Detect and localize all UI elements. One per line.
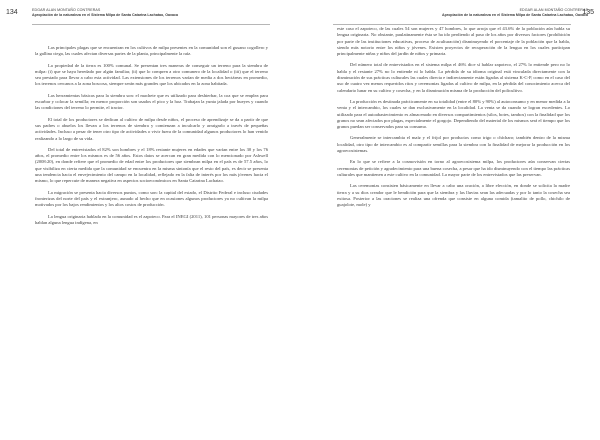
- paragraph: Las ceremonias consisten básicamente en llevar a cabo una oración, a libre elección, en donde se solicita la madre tierra y a su dios creador que le bendición para que la siembra y las lluvias sean las adecuadas y por lo tanto la cosecha sea exitosa. Posterior a las oraciones se realiza una ofrenda que consiste en alguna comida (tamalito de pollo, chichilo de guajolote, mole) y: [337, 183, 570, 208]
- header-title: Apropiación de la naturaleza en el Sistema Milpa de Santa Catarina Lachatao, Oaxaca: [32, 13, 178, 18]
- paragraph: Del número total de entrevistados en el sistema milpa el 46% dice sí hablar zapoteco, el 27% lo entiende pero no lo habla y el restante 27% no lo entiende ni lo habla. La pérdida de su idioma original está vinculada directamente con la disminución de sus prácticas culturales las cuales directa e indirectamente están ligadas al sistema K-C-P, como en el caso del uso de cuatro vez menos requeridos ritos y ceremonias ligadas al cultivo de milpa, en la pérdida del conocimiento acerca del calendario lunar en su cultivo y cosecha, y en la disminución misma de la producción del policultivo.: [337, 62, 570, 93]
- running-header: [32, 8, 292, 19]
- paragraph: La producción es destinada prácticamente en su totalidad (entre el 80% y 90%) al autoconsumo y en menor medida a la venta y el intercambio, los cuales se dan exclusivamente en la localidad. La venta se da cuando se logran excedentes. Lo utilizado para el autoabastecimiento es almacenado en diversos compartimientos (silos, botes, tambos) con la finalidad que los granos no sean afectados por plagas, especialmente el gorgojo. Dependiendo del material de los mismos será el tiempo que los granos puedan ser conservados para su consumo.: [337, 98, 570, 130]
- right-page: [300, 0, 600, 440]
- paragraph: Generalmente se intercambia el maíz y el frijol por productos como trigo o chícharo; también dentro de la misma localidad, otro tipo de intercambio es al compartir semillas para la siembra con la finalidad de mejorar la producción en los agroecosistemas.: [337, 135, 570, 154]
- header-title: Apropiación de la naturaleza en el Sistema Milpa de Santa Catarina Lachatao, Oaxaca: [442, 13, 588, 18]
- header-divider: [333, 24, 571, 25]
- page-number: 134: [6, 9, 18, 16]
- running-header: [358, 8, 588, 19]
- paragraph: La lengua originaria hablada en la comunidad es el zapoteco. Para el INEGI (2011), 101 personas mayores de tres años hablan alguna lengua indígena, en: [35, 213, 268, 225]
- paragraph: Las principales plagas que se encuentran en los cultivos de milpa presentes en la comunidad son el gusano cogollero y la gallina ciega, las cuales afectan diversas partes de la planta, principalmente la raíz.: [35, 45, 268, 57]
- paragraph: Del total de entrevistados el 82% son hombres y el 18% restante mujeres en edades que varían entre los 30 y los 76 años, el promedio entre los mismos es de 56 años. Estos datos se acercan en gran medida con lo mencionado por Ashwell (2008:20), en donde refiere que el promedio de edad entre los productores que siembran milpa en el país es de 57.5 años, lo que visibiliza en cierta medida que la comunidad se encuentra en la misma sintonía que el resto del país, es decir se presenta una tendencia hacia el envejecimiento del campo en la localidad, reflejado en la falta de interés por los más jóvenes hacia el mismo, lo que repercute de manera negativa en aspectos socioeconómicos en Santa Catarina Lachatao.: [35, 146, 268, 184]
- body-text: [337, 26, 570, 213]
- header-authors: EDGAR ALAN MONTAÑO CONTRERAS: [519, 8, 588, 12]
- paragraph: En lo que se refiere a la cosmovisión en torno al agroecosistema milpa, los productores aún conservan ciertas ceremonias de petición y agradecimiento para una buena cosecha, a pesar que ha ido disminuyendo con el tiempo las prácticas culturales que mantienen a este cultivo en la comunidad. La mayor parte de los entrevistados que las preservan.: [337, 159, 570, 177]
- header-divider: [32, 24, 270, 25]
- body-text: [35, 45, 268, 231]
- paragraph: La migración se presenta hacia diversos puntos, como son: la capital del estado, el Distrito Federal e incluso ciudades fronterizas del norte del país y el extranjero, aunado al hecho que en ocasiones algunos productores ya no cultivan la milpa motivados por los bajos rendimientos y los altos costos de producción.: [35, 189, 268, 208]
- page-number: 135: [582, 9, 594, 16]
- paragraph: El total de los productores se dedican al cultivo de milpa desde niños, el proceso de aprendizaje se da a partir de que sus padres o abuelos los llevan a los terrenos de siembra y comienzan a inculcarlo y arraigarlo a través de pequeñas actividades. Incluso a pesar de tener otro tipo de actividades o vivir fuera de la comunidad algunos productores lo han venido realizando a lo largo de su vida.: [35, 116, 268, 141]
- continued-paragraph: este caso el zapoteco, de las cuales 54 son mujeres y 47 hombres, lo que arroja que el 43.6% de la población aún habla su lengua originaria. No obstante, paulatinamente ésta se ha ido perdiendo al paso de los años por diversos factores (prohibición por parte de las instituciones educativas, proceso de aculturación) disminuyendo el porcentaje de la población que la habla, siendo más notorio entre los niños y jóvenes. Existen proyectos de recuperación de la lengua en los cuales participan principalmente niñas y niños del jardín de niños y primaria.: [337, 26, 570, 57]
- paragraph: Las herramientas básicas para la siembra son: el machete que es utilizado para deshierbar, la coa que se emplea para escarbar y colocar la semilla; en menor proporción son usados el pico y la hoz. Trabajan la yunta jalada por bueyes y cuando las condiciones del terreno lo permite, el tractor.: [35, 92, 268, 111]
- header-authors: EDGAR ALAN MONTAÑO CONTRERAS: [32, 8, 101, 12]
- paragraph: La propiedad de la tierra es 100% comunal. Se presentan tres maneras de conseguir un terreno para la siembra de milpa: (i) que se haya heredado por algún familiar, (ii) que lo compren a otro comunero de la localidad o (iii) que el terreno sea prestado para llevar a cabo esta actividad. Las extensiones de los terrenos varían de media a dos hectáreas en promedio, los terrenos cercanos a la zona boscosa, siempre serán más grandes que los ubicados en la zona habitada.: [35, 62, 268, 87]
